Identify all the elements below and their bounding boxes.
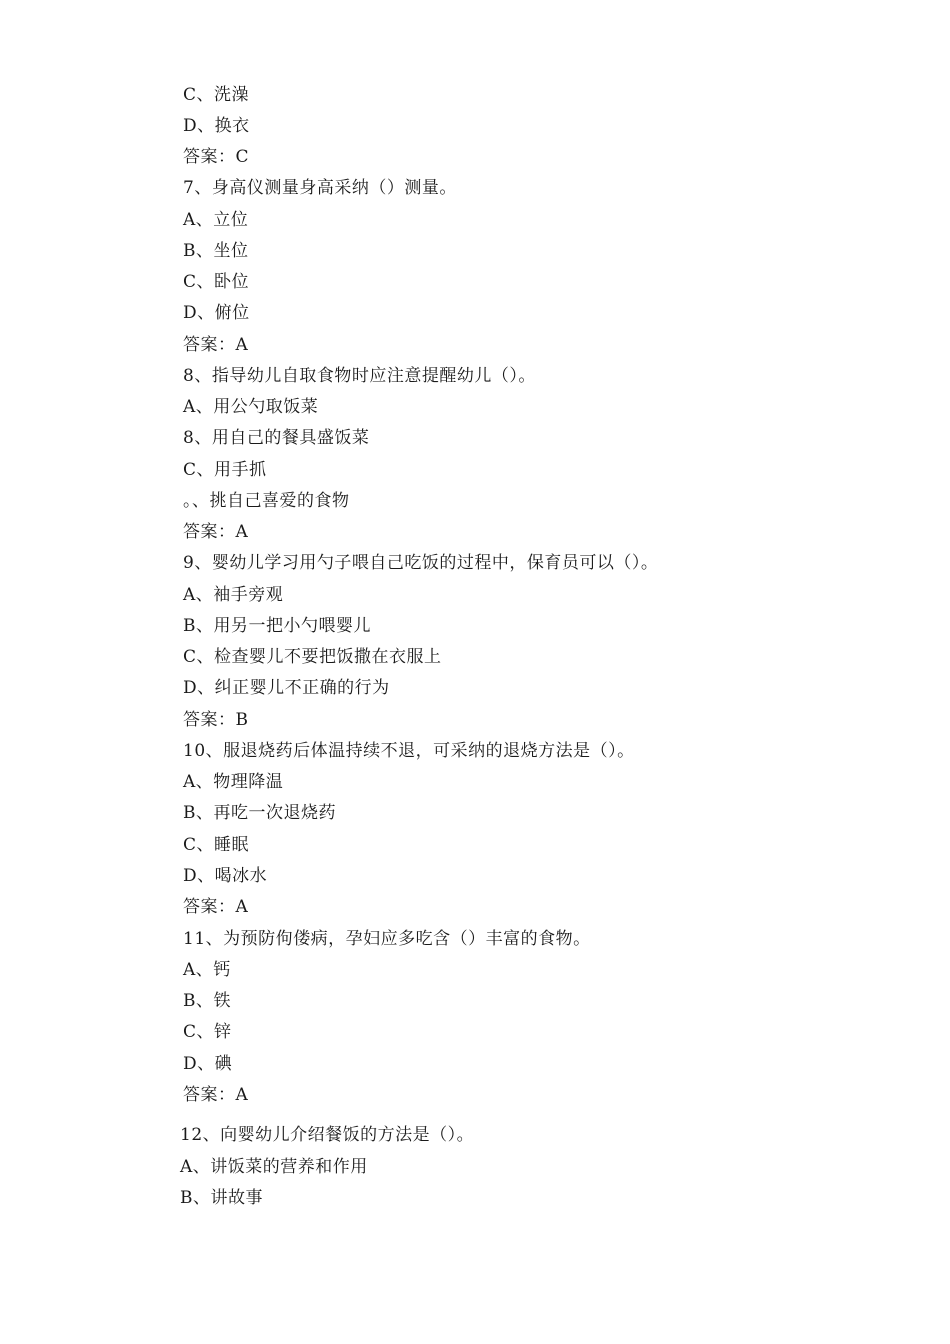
- question-line: 10、服退烧药后体温持续不退，可采纳的退烧方法是（）。: [183, 741, 635, 761]
- text-line: C、用手抓: [183, 460, 267, 480]
- answer-line: 答案：C: [183, 147, 250, 167]
- text-line: 。、挑自己喜爱的食物: [183, 491, 350, 511]
- text-line: D、纠正婴儿不正确的行为: [183, 678, 390, 698]
- answer-line: 答案：A: [183, 335, 249, 355]
- text-line: 8、用自己的餐具盛饭菜: [183, 428, 370, 448]
- question-line: 9、婴幼儿学习用勺子喂自己吃饭的过程中，保育员可以（）。: [183, 553, 659, 573]
- text-line: A、钙: [183, 960, 231, 980]
- text-line: C、睡眠: [183, 835, 250, 855]
- text-line: B、铁: [183, 991, 231, 1011]
- text-line: B、再吃一次退烧药: [183, 803, 336, 823]
- answer-line: 答案：B: [183, 710, 249, 730]
- text-line: D、换衣: [183, 116, 250, 136]
- text-line: D、碘: [183, 1054, 233, 1074]
- text-line: C、洗澡: [183, 85, 250, 105]
- text-line: A、讲饭菜的营养和作用: [180, 1157, 368, 1177]
- question-line: 11、为预防佝偻病，孕妇应多吃含（）丰富的食物。: [183, 929, 591, 949]
- text-line: A、用公勺取饭菜: [183, 397, 319, 417]
- text-line: C、锌: [183, 1022, 232, 1042]
- question-line: 7、身高仪测量身高采纳（）测量。: [183, 178, 457, 198]
- text-line: A、物理降温: [183, 772, 284, 792]
- answer-line: 答案：A: [183, 1085, 249, 1105]
- text-line: B、用另一把小勺喂婴儿: [183, 616, 371, 636]
- text-line: A、袖手旁观: [183, 585, 284, 605]
- text-line: D、俯位: [183, 303, 250, 323]
- text-line: B、坐位: [183, 241, 249, 261]
- text-line: C、检查婴儿不要把饭撒在衣服上: [183, 647, 442, 667]
- text-line: C、卧位: [183, 272, 250, 292]
- answer-line: 答案：A: [183, 897, 249, 917]
- question-line: 8、指导幼儿自取食物时应注意提醒幼儿（）。: [183, 366, 536, 386]
- text-line: A、立位: [183, 210, 249, 230]
- answer-line: 答案：A: [183, 522, 249, 542]
- text-line: D、喝冰水: [183, 866, 268, 886]
- text-line: B、讲故事: [180, 1188, 263, 1208]
- question-line: 12、向婴幼儿介绍餐饭的方法是（）。: [180, 1125, 475, 1145]
